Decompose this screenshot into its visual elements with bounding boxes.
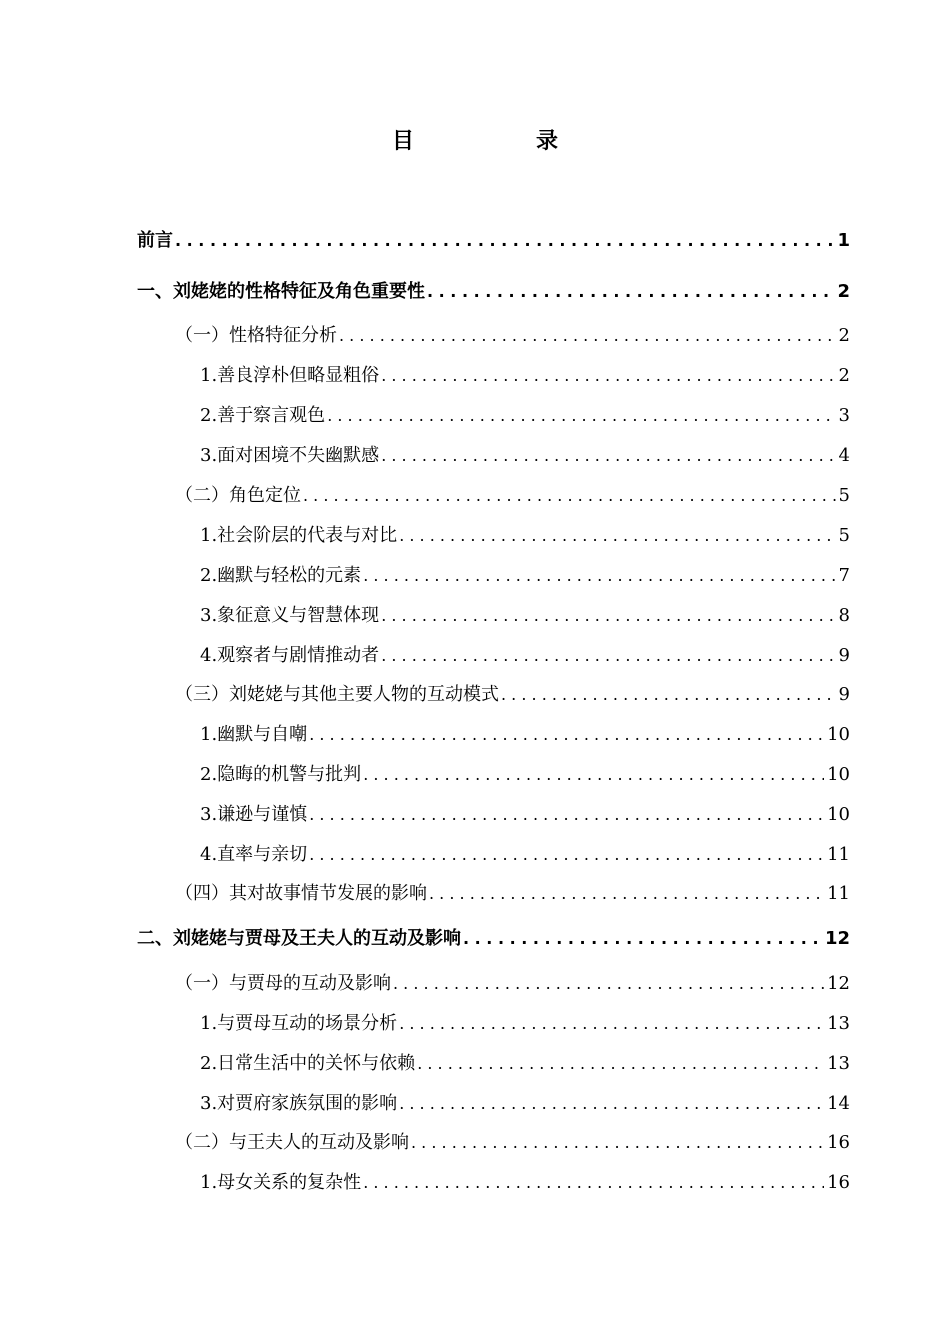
toc-dot-leader xyxy=(399,1091,824,1117)
toc-dot-leader xyxy=(427,279,834,305)
toc-page-number: 13 xyxy=(827,1053,850,1074)
toc-entry-subsection[interactable] xyxy=(200,1091,850,1117)
toc-page-number: 10 xyxy=(827,764,850,785)
toc-entry-subsection[interactable] xyxy=(200,563,850,589)
toc-entry-subsection[interactable] xyxy=(200,1170,850,1196)
toc-dot-leader xyxy=(363,563,835,589)
toc-page-number: 14 xyxy=(827,1093,850,1114)
toc-dot-leader xyxy=(393,971,824,997)
toc-entry-label: 2.日常生活中的关怀与依赖 xyxy=(200,1053,416,1074)
toc-entry-label: 二、刘姥姥与贾母及王夫人的互动及影响 xyxy=(137,928,461,949)
toc-entry-section[interactable] xyxy=(175,881,850,907)
toc-page-number: 3 xyxy=(838,405,850,426)
toc-entry-subsection[interactable] xyxy=(200,802,850,828)
toc-page-number: 12 xyxy=(824,928,850,949)
toc-dot-leader xyxy=(501,682,836,708)
toc-page-number: 10 xyxy=(827,724,850,745)
toc-entry-label: 1.与贾母互动的场景分析 xyxy=(200,1013,398,1034)
toc-entry-label: （一）与贾母的互动及影响 xyxy=(175,973,391,994)
toc-page-number: 9 xyxy=(838,684,850,705)
toc-entry-subsection[interactable] xyxy=(200,1011,850,1037)
toc-entry-label: 3.面对困境不失幽默感 xyxy=(200,445,380,466)
toc-page-number: 11 xyxy=(827,844,850,865)
toc-dot-leader xyxy=(309,842,824,868)
toc-entry-label: （四）其对故事情节发展的影响 xyxy=(175,883,427,904)
toc-page-number: 4 xyxy=(838,445,850,466)
toc-dot-leader xyxy=(339,323,836,349)
toc-entry-label: 1.幽默与自嘲 xyxy=(200,724,308,745)
toc-dot-leader xyxy=(309,722,824,748)
toc-entry-chapter-1[interactable] xyxy=(137,279,850,305)
toc-page-number: 16 xyxy=(827,1132,850,1153)
toc-entry-label: 3.对贾府家族氛围的影响 xyxy=(200,1093,398,1114)
toc-entry-label: 1.社会阶层的代表与对比 xyxy=(200,525,398,546)
toc-dot-leader xyxy=(303,483,836,509)
toc-entry-subsection[interactable] xyxy=(200,1051,850,1077)
toc-entry-label: 2.幽默与轻松的元素 xyxy=(200,565,362,586)
toc-dot-leader xyxy=(417,1051,824,1077)
toc-entry-label: 1.母女关系的复杂性 xyxy=(200,1172,362,1193)
toc-page-number: 11 xyxy=(827,883,850,904)
toc-dot-leader xyxy=(429,881,824,907)
toc-entry-label: 前言 xyxy=(137,230,173,251)
toc-entry-subsection[interactable] xyxy=(200,403,850,429)
toc-entry-subsection[interactable] xyxy=(200,603,850,629)
page-title: 目 录 xyxy=(391,129,608,154)
toc-entry-label: （二）与王夫人的互动及影响 xyxy=(175,1132,409,1153)
toc-dot-leader xyxy=(399,523,835,549)
toc-entry-section[interactable] xyxy=(175,323,850,349)
toc-dot-leader xyxy=(399,1011,824,1037)
toc-dot-leader xyxy=(381,643,835,669)
toc-dot-leader xyxy=(381,363,835,389)
toc-page-number: 5 xyxy=(838,485,850,506)
toc-page-number: 7 xyxy=(838,565,850,586)
toc-entry-subsection[interactable] xyxy=(200,643,850,669)
toc-dot-leader xyxy=(381,603,835,629)
toc-page-number: 2 xyxy=(838,365,850,386)
toc-page-number: 12 xyxy=(827,973,850,994)
toc-page-number: 8 xyxy=(838,605,850,626)
toc-entry-label: 一、刘姥姥的性格特征及角色重要性 xyxy=(137,281,425,302)
toc-entry-label: 1.善良淳朴但略显粗俗 xyxy=(200,365,380,386)
toc-entry-section[interactable] xyxy=(175,483,850,509)
toc-page-number: 13 xyxy=(827,1013,850,1034)
toc-entry-label: （二）角色定位 xyxy=(175,485,301,506)
toc-entry-section[interactable] xyxy=(175,1130,850,1156)
toc-entry-chapter-2[interactable] xyxy=(137,926,850,952)
toc-entry-label: 4.直率与亲切 xyxy=(200,844,308,865)
toc-entry-label: （三）刘姥姥与其他主要人物的互动模式 xyxy=(175,684,499,705)
toc-dot-leader xyxy=(175,228,834,254)
toc-dot-leader xyxy=(381,443,835,469)
toc-entry-label: 3.象征意义与智慧体现 xyxy=(200,605,380,626)
toc-entry-subsection[interactable] xyxy=(200,722,850,748)
toc-entry-subsection[interactable] xyxy=(200,762,850,788)
toc-entry-preface[interactable] xyxy=(137,228,850,254)
toc-entry-label: 4.观察者与剧情推动者 xyxy=(200,645,380,666)
toc-entry-label: 3.谦逊与谨慎 xyxy=(200,804,308,825)
toc-dot-leader xyxy=(327,403,835,429)
toc-dot-leader xyxy=(363,762,824,788)
toc-dot-leader xyxy=(363,1170,824,1196)
toc-dot-leader xyxy=(463,926,822,952)
toc-page-number: 2 xyxy=(837,281,850,302)
toc-page-number: 16 xyxy=(827,1172,850,1193)
toc-page-number: 2 xyxy=(838,325,850,346)
toc-page-number: 5 xyxy=(838,525,850,546)
toc-entry-section[interactable] xyxy=(175,682,850,708)
toc-page-number: 9 xyxy=(838,645,850,666)
toc-page-number: 1 xyxy=(837,230,850,251)
toc-dot-leader xyxy=(411,1130,824,1156)
toc-entry-subsection[interactable] xyxy=(200,842,850,868)
toc-page-number: 10 xyxy=(827,804,850,825)
toc-entry-subsection[interactable] xyxy=(200,523,850,549)
toc-entry-subsection[interactable] xyxy=(200,443,850,469)
toc-entry-subsection[interactable] xyxy=(200,363,850,389)
toc-dot-leader xyxy=(309,802,824,828)
toc-entry-section[interactable] xyxy=(175,971,850,997)
toc-entry-label: 2.隐晦的机警与批判 xyxy=(200,764,362,785)
toc-entry-label: （一）性格特征分析 xyxy=(175,325,337,346)
toc-entry-label: 2.善于察言观色 xyxy=(200,405,326,426)
